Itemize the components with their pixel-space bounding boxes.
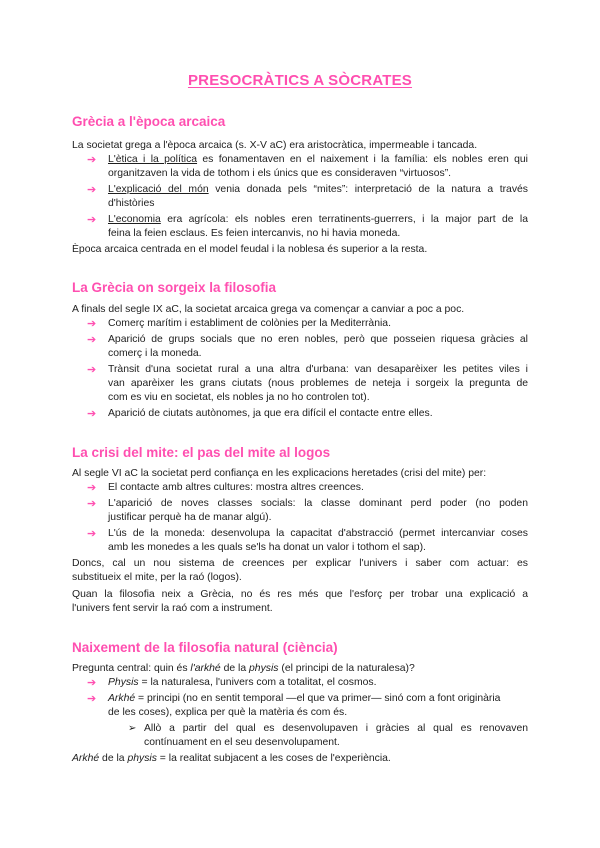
arrow-right-icon: ➔ bbox=[87, 482, 97, 494]
s1-bullet-ethics: L'ètica i la política es fonamentaven en el naixement i la família: els nobles eren qui bbox=[108, 154, 528, 165]
s3-bullet-classes: L'aparició de noves classes socials: la classe dominant perd poder (no poden bbox=[108, 498, 528, 509]
arrow-right-icon: ➔ bbox=[87, 528, 97, 540]
s3-paragraph-2-cont: l'univers fent servir la raó com a instrument. bbox=[72, 603, 273, 614]
s2-bullet-commerce: Comerç marítim i establiment de colònies per la Mediterrània. bbox=[108, 318, 391, 329]
s3-paragraph-2: Quan la filosofia neix a Grècia, no és res més que l'esforç per trobar una explicació a bbox=[72, 589, 528, 600]
page-title: PRESOCRÀTICS A SÒCRATES bbox=[187, 72, 413, 89]
arrow-right-icon: ➔ bbox=[87, 498, 97, 510]
s1-bullet-economy: L'economia era agrícola: els nobles eren terratinents-guerrers, i la major part de la bbox=[108, 214, 528, 225]
s1-bullet-ethics-cont: organitzaven la vida de tothom i els únics que es consideraven “virtuosos”. bbox=[108, 168, 452, 179]
s1-bullet-economy-cont: feina la feien esclaus. Es feien intercanvis, no hi havia moneda. bbox=[108, 228, 401, 239]
s1-intro: La societat grega a l'època arcaica (s. X-V aC) era aristocràtica, impermeable i tancada. bbox=[72, 140, 478, 151]
s4-intro: Pregunta central: quin és l'arkhé de la physis (el principi de la naturalesa)? bbox=[72, 663, 415, 674]
arrow-right-icon: ➔ bbox=[87, 334, 97, 346]
arrow-right-icon: ➔ bbox=[87, 154, 97, 166]
s4-sub-bullet-cont: contínuament en el seu desenvolupament. bbox=[144, 737, 340, 748]
s2-intro: A finals del segle IX aC, la societat arcaica grega va començar a canviar a poc a poc. bbox=[72, 304, 465, 315]
s4-bullet-arkhe: Arkhé = principi (no en sentit temporal —el que va primer— sinó com a font originària bbox=[108, 693, 501, 704]
heading-myth-crisis: La crisi del mite: el pas del mite al logos bbox=[72, 445, 331, 460]
s4-bullet-arkhe-cont: de les coses), explica per què la matèria és com és. bbox=[108, 707, 348, 718]
arrow-right-icon: ➔ bbox=[87, 693, 97, 705]
s4-outro: Arkhé de la physis = la realitat subjacent a les coses de l'experiència. bbox=[72, 753, 391, 764]
s2-bullet-urban: Trànsit d'una societat rural a una altra d'urbana: van desaparèixer les petites viles i bbox=[108, 364, 528, 375]
s2-bullet-cities: Aparició de ciutats autònomes, ja que era difícil el contacte entre elles. bbox=[108, 408, 433, 419]
arrow-right-icon: ➔ bbox=[87, 318, 97, 330]
s3-paragraph-1-cont: substitueix el mite, per la raó (logos). bbox=[72, 572, 242, 583]
s1-bullet-world: L'explicació del món venia donada pels “mites”: interpretació de la natura a través bbox=[108, 184, 529, 195]
s4-sub-bullet: Allò a partir del qual es desenvolupaven i gràcies al qual es renovaven bbox=[144, 723, 528, 734]
triangle-arrow-icon: ➢ bbox=[128, 723, 137, 734]
s3-bullet-classes-cont: justificar perquè ha de manar algú). bbox=[108, 512, 272, 523]
arrow-right-icon: ➔ bbox=[87, 408, 97, 420]
s4-bullet-physis: Physis = la naturalesa, l'univers com a totalitat, el cosmos. bbox=[108, 677, 377, 688]
s1-bullet-world-cont: d'històries bbox=[108, 198, 155, 209]
s3-intro: Al segle VI aC la societat perd confiança en les explicacions heretades (crisi del mite) per: bbox=[72, 468, 487, 479]
arrow-right-icon: ➔ bbox=[87, 214, 97, 226]
s3-paragraph-1: Doncs, cal un nou sistema de creences per explicar l'univers i saber com actuar: es bbox=[72, 558, 528, 569]
s1-outro: Època arcaica centrada en el model feudal i la noblesa és superior a la resta. bbox=[72, 244, 428, 255]
arrow-right-icon: ➔ bbox=[87, 364, 97, 376]
s3-bullet-money: L'ús de la moneda: desenvolupa la capacitat d'abstracció (permet intercanviar coses bbox=[108, 528, 528, 539]
s2-bullet-urban-cont2: com es viu en societat, els nobles ja no ho controlen tot). bbox=[108, 392, 370, 403]
s2-bullet-groups-cont: comerç i la moneda. bbox=[108, 348, 202, 359]
s3-bullet-money-cont: amb les monedes a les quals se'ls ha donat un valor i tothom el sap). bbox=[108, 542, 426, 553]
s3-bullet-cultures: El contacte amb altres cultures: mostra altres creences. bbox=[108, 482, 364, 493]
s2-bullet-groups: Aparició de grups socials que no eren nobles, però que posseien riquesa gràcies al bbox=[108, 334, 528, 345]
heading-greece-archaic: Grècia a l'època arcaica bbox=[72, 114, 226, 129]
heading-greece-philosophy: La Grècia on sorgeix la filosofia bbox=[72, 280, 277, 295]
arrow-right-icon: ➔ bbox=[87, 677, 97, 689]
arrow-right-icon: ➔ bbox=[87, 184, 97, 196]
heading-natural-philosophy: Naixement de la filosofia natural (ciència) bbox=[72, 640, 338, 655]
s2-bullet-urban-cont1: van aparèixer les grans ciutats (nous problemes de neteja i sorgeix la pregunta de bbox=[108, 378, 528, 389]
